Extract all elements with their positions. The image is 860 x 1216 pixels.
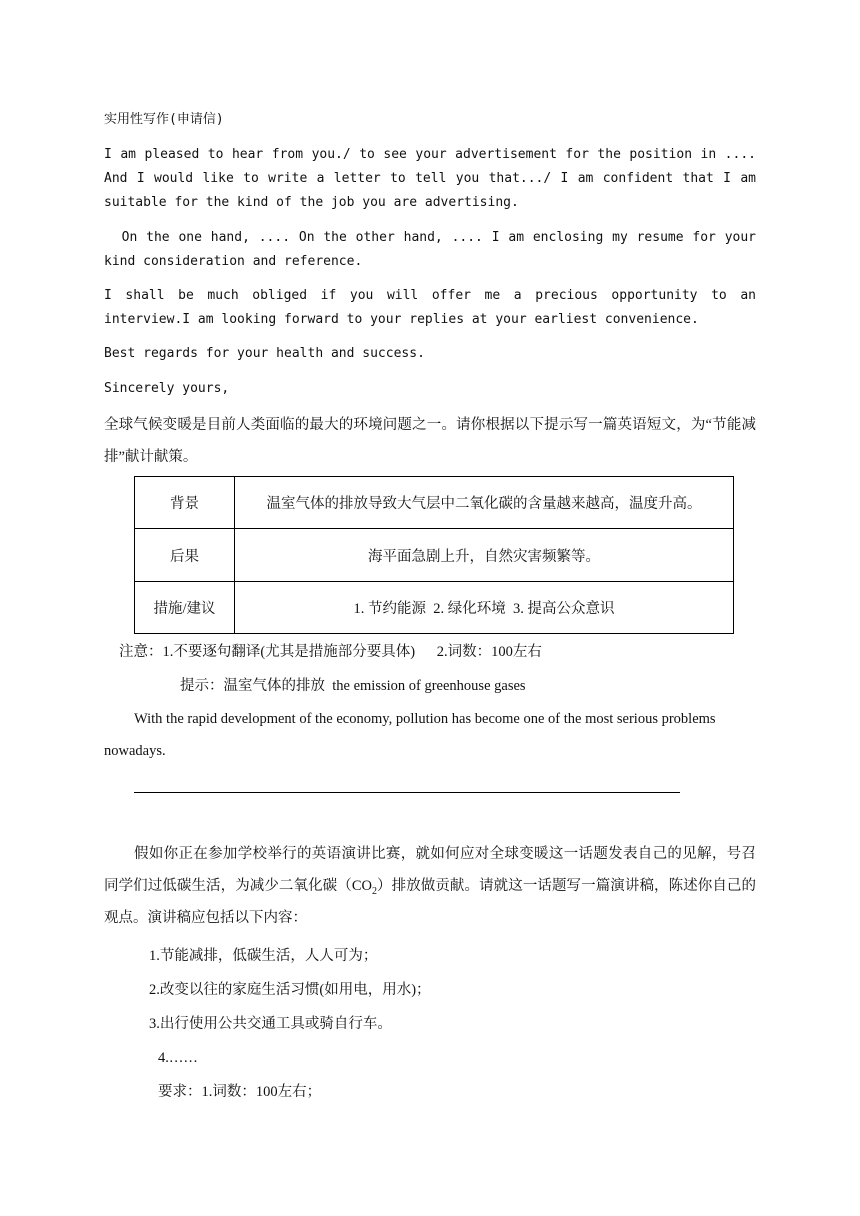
table-content: 海平面急剧上升，自然灾害频繁等。: [235, 529, 734, 582]
letter-paragraph-4: Best regards for your health and success.: [104, 346, 425, 361]
task-hint: 提示：温室气体的排放 the emission of greenhouse gases: [180, 678, 526, 694]
task-prompt: 全球气候变暖是目前人类面临的最大的环境问题之一。请你根据以下提示写一篇英语短文，为“节能减排”献计献策。: [104, 417, 756, 465]
table-label: 后果: [135, 529, 235, 582]
table-label: 措施/建议: [135, 582, 235, 634]
table-content: 温室气体的排放导致大气层中二氧化碳的含量越来越高，温度升高。: [235, 477, 734, 529]
table-row: [135, 529, 734, 582]
letter-paragraph-1: I am pleased to hear from you./ to see your advertisement for the position in .... And I would like to write a letter to tell you that.../ I am confident that I am suitable for the kind of the job you are advertising.: [104, 147, 756, 210]
speech-prompt: [104, 838, 756, 934]
requirement: 要求：1.词数：100左右；: [158, 1084, 322, 1100]
table-row: [135, 582, 734, 634]
list-item: 1.节能减排，低碳生活，人人可为；: [149, 948, 378, 964]
prompt-table: [134, 476, 734, 634]
task-note: 注意：1.不要逐句翻译(尤其是措施部分要具体) 2.词数：100左右: [119, 644, 542, 660]
section-title: 实用性写作(申请信): [104, 112, 224, 127]
speech-prompt-part-2: ）排放做贡献。请就这一话题写一篇演讲稿，陈述你自己的观点。演讲稿应包括以下内容：: [104, 878, 756, 926]
letter-paragraph-3: I shall be much obliged if you will offer me a precious opportunity to an interview.I am looking forward to your replies at your earliest convenience.: [104, 288, 756, 327]
table-row: [135, 477, 734, 529]
letter-paragraph-2: On the one hand, .... On the other hand, .... I am enclosing my resume for your kind consideration and reference.: [104, 230, 764, 269]
speech-prompt-part-1: 假如你正在参加学校举行的英语演讲比赛，就如何应对全球变暖这一话题发表自己的见解，号召同学们过低碳生活，为减少二氧化碳（CO: [104, 846, 756, 894]
table-content: 1. 节约能源 2. 绿化环境 3. 提高公众意识: [235, 582, 734, 634]
list-item: 4.……: [158, 1050, 198, 1066]
subscript-2: 2: [371, 885, 377, 897]
table-label: 背景: [135, 477, 235, 529]
answer-line: [134, 792, 680, 793]
list-item: 2.改变以往的家庭生活习惯(如用电，用水)；: [149, 982, 431, 998]
list-item: 3.出行使用公共交通工具或骑自行车。: [149, 1016, 392, 1032]
letter-closing: Sincerely yours,: [104, 381, 230, 396]
opening-sentence: With the rapid development of the economy, pollution has become one of the most serious problems nowadays.: [104, 711, 716, 759]
